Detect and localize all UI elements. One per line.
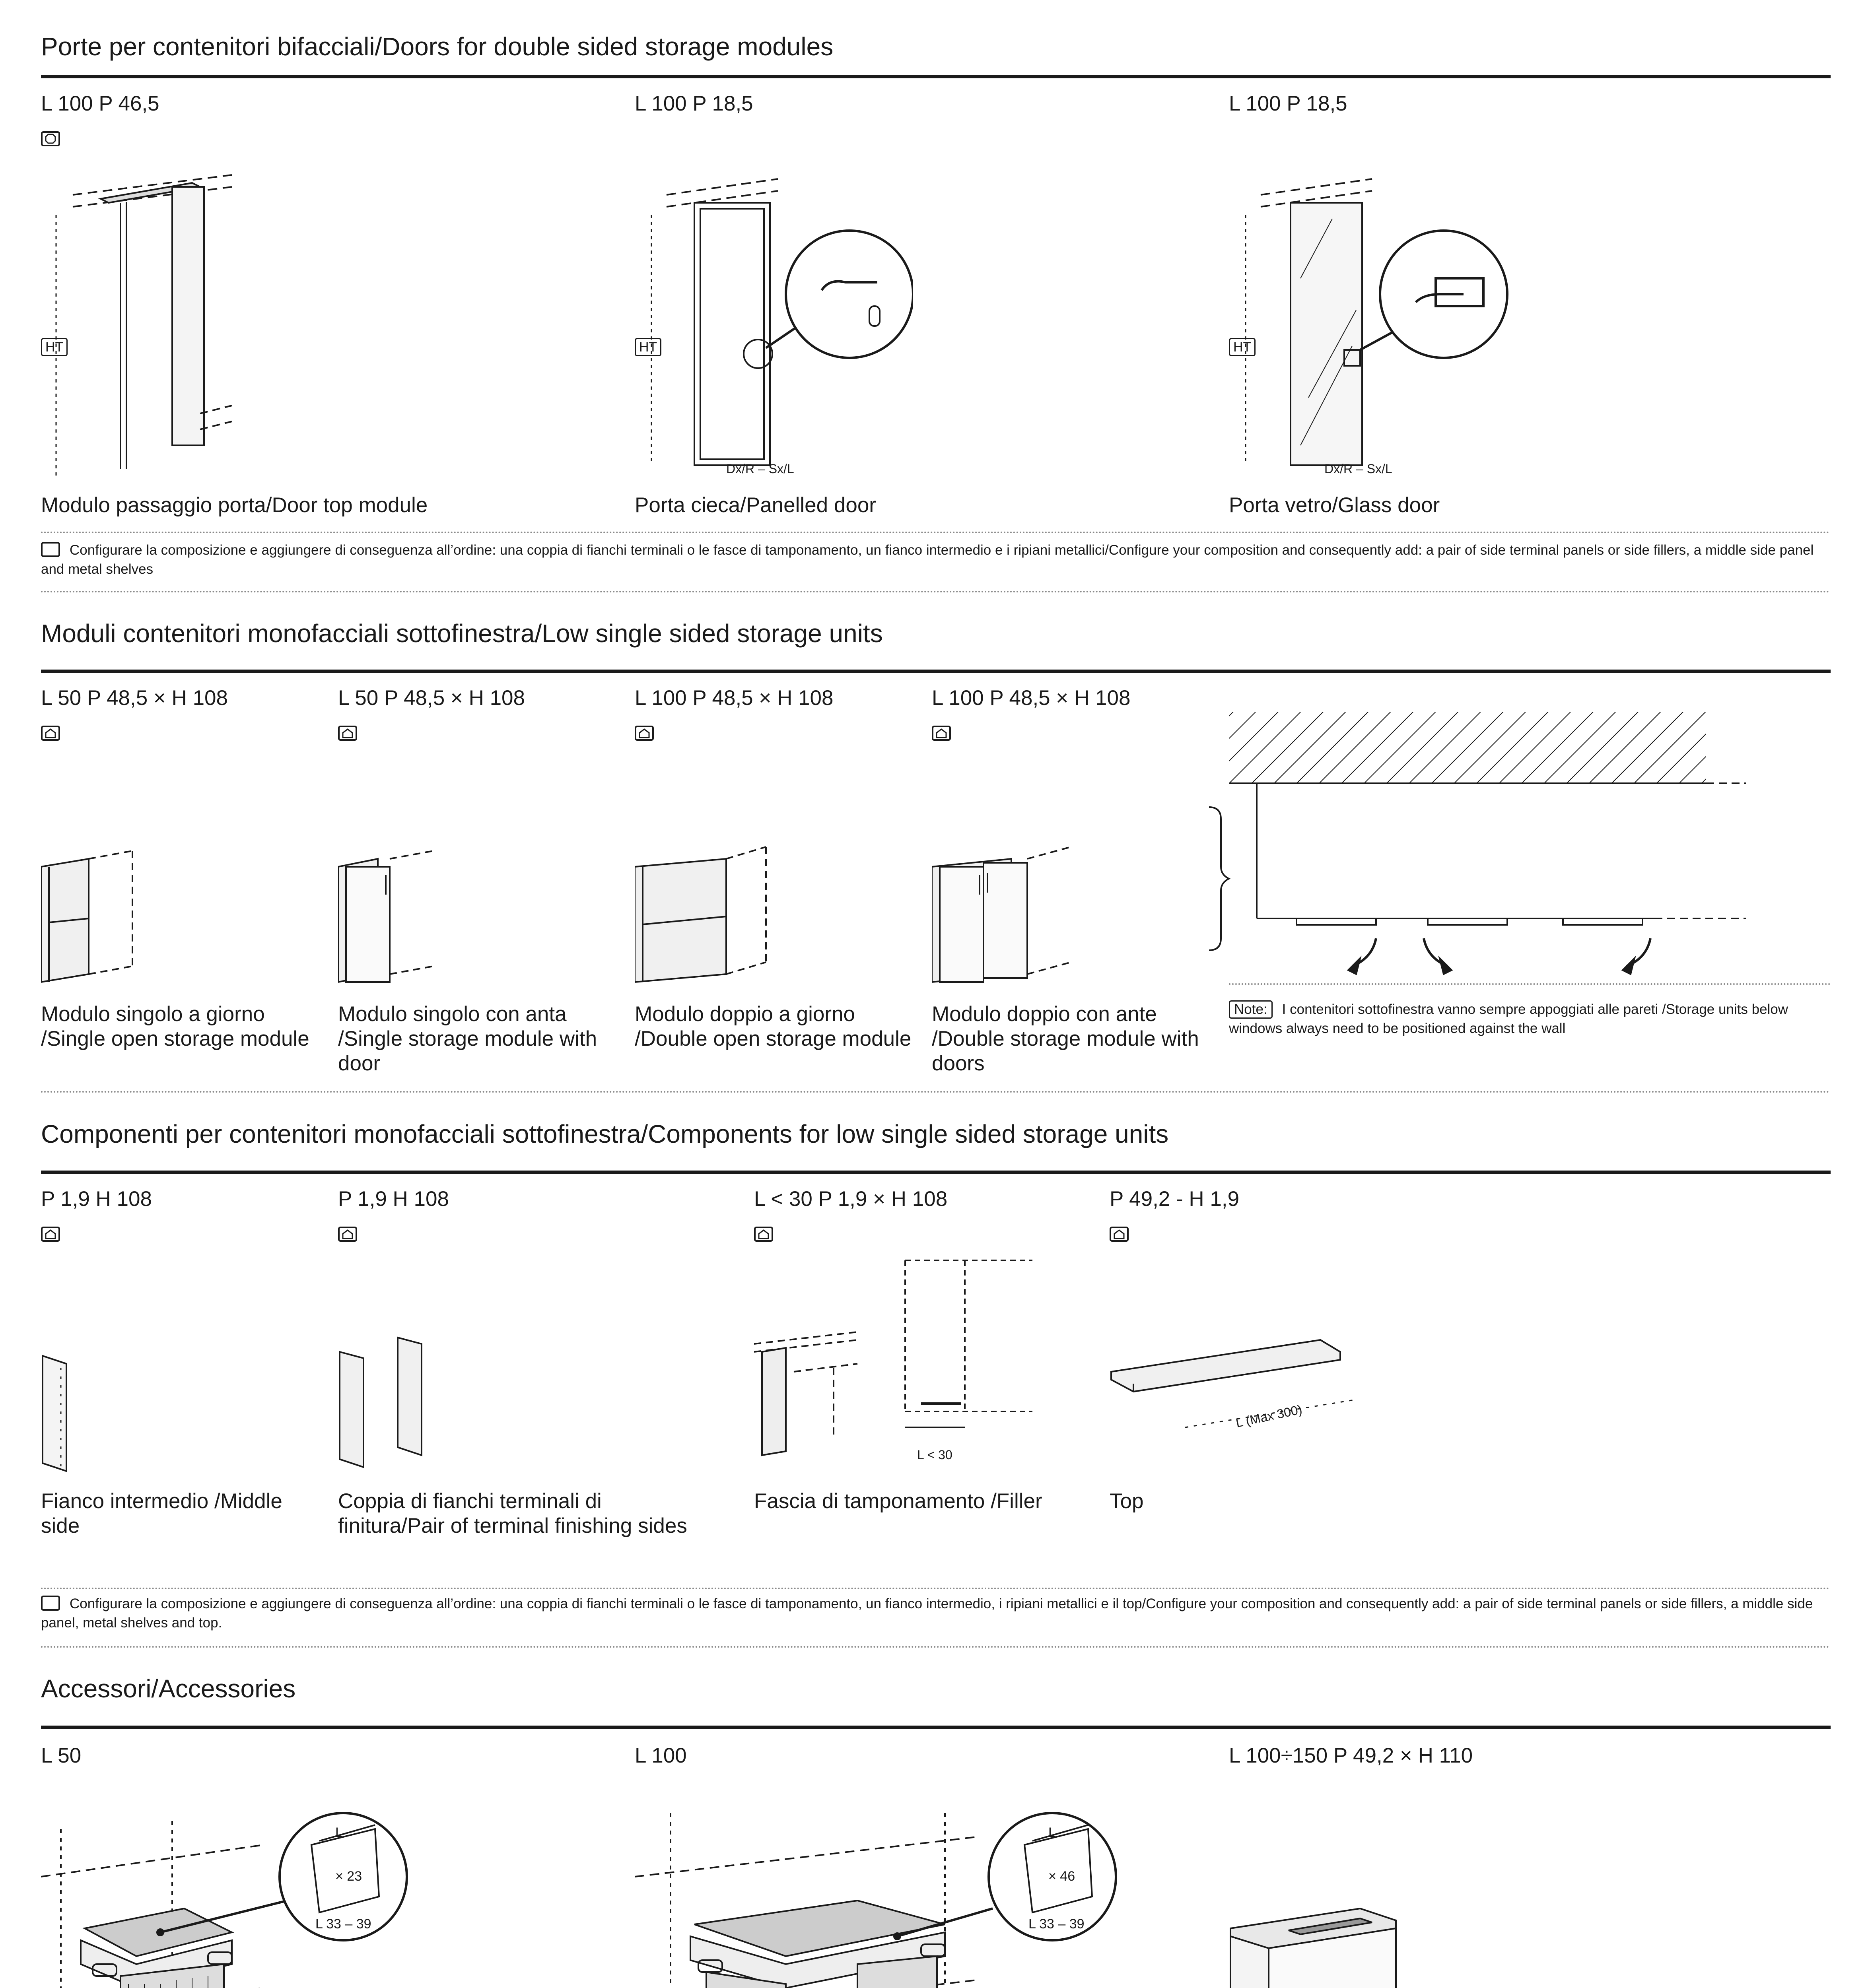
dimension-label: L 50 P 48,5 × H 108 (338, 686, 525, 710)
dimension-label: L 50 (41, 1744, 82, 1767)
double-open-module-illustration (635, 835, 778, 986)
item-caption: Modulo doppio a giorno /Double open storage module (635, 1002, 912, 1050)
dimension-label: L 100 P 18,5 (635, 92, 753, 115)
section-rule (41, 75, 1831, 78)
dotted-divider (41, 1091, 1831, 1093)
glass-door-illustration (1229, 159, 1531, 477)
dotted-divider (1229, 983, 1831, 985)
side-label: Dx/R – Sx/L (1324, 462, 1392, 476)
dimension-label: L 100 P 18,5 (1229, 92, 1347, 115)
dimension-label: P 1,9 H 108 (41, 1187, 152, 1211)
item-caption: Top (1110, 1489, 1144, 1513)
dimension-label: L 100÷150 P 49,2 × H 110 (1229, 1744, 1473, 1767)
detail-width-label: L (335, 1825, 343, 1840)
item-caption: Fianco intermedio /Middle side (41, 1489, 282, 1538)
detail-count-label: × 23 (335, 1869, 362, 1884)
section-title-accessories: Accessori/Accessories (41, 1674, 296, 1703)
terminal-sides-illustration (338, 1336, 433, 1471)
height-tag: HT (635, 338, 661, 356)
section-rule (41, 1171, 1831, 1174)
item-caption: Modulo doppio con ante /Double storage module with doors (932, 1002, 1199, 1075)
panelled-door-illustration (635, 159, 913, 477)
single-open-module-illustration (41, 843, 144, 986)
wall-placement-diagram (1177, 700, 1758, 978)
item-caption: Porta cieca/Panelled door (635, 493, 876, 517)
house-symbol-icon (338, 1227, 357, 1242)
section-rule (41, 1726, 1831, 1729)
house-symbol-icon (41, 1227, 60, 1242)
note-label: Note: (1229, 1000, 1273, 1019)
filler-illustration (754, 1252, 1040, 1475)
house-symbol-icon (338, 726, 357, 741)
octagon-symbol-icon (41, 542, 60, 557)
height-tag: HT (1229, 338, 1256, 356)
middle-side-illustration (41, 1352, 81, 1475)
section-title-doors: Porte per contenitori bifacciali/Doors for double sided storage modules (41, 32, 834, 61)
house-symbol-icon (754, 1227, 773, 1242)
dimension-label: L 50 P 48,5 × H 108 (41, 686, 228, 710)
dotted-divider (41, 591, 1831, 592)
door-top-module-illustration (41, 159, 264, 477)
octagon-symbol-icon (41, 131, 60, 146)
wall-note: Note: I contenitori sottofinestra vanno sempre appoggiati alle pareti /Storage units below windows always need to be positioned against the wall (1229, 1000, 1825, 1038)
item-caption: Porta vetro/Glass door (1229, 493, 1440, 517)
height-tag: HT (41, 338, 68, 356)
pull-out-frame-l50-illustration (41, 1797, 439, 1988)
section-title-components: Componenti per contenitori monofacciali sottofinestra/Components for low single sided storage units (41, 1120, 1169, 1148)
pull-out-frame-l100-illustration (635, 1797, 1152, 1988)
configuration-note: Configurare la composizione e aggiungere di conseguenza all’ordine: una coppia di fianchi terminali o le fasce di tamponamento, un fianco intermedio e i ripiani metallici/Configure your composition and consequently add: a pair of side terminal panels or side fillers, a middle side panel and metal shelves (41, 542, 1814, 577)
configuration-note: Configurare la composizione e aggiungere di conseguenza all’ordine: una coppia di fianchi terminali o le fasce di tamponamento, un fianco intermedio, i ripiani metallici e il top/Configure your composition and consequently add: a pair of side terminal panels or side fillers, a middle side panel, metal shelves and top. (41, 1596, 1813, 1631)
side-label: Dx/R – Sx/L (726, 462, 794, 476)
section-rule (41, 670, 1831, 673)
house-symbol-icon (41, 726, 60, 741)
filler-measure-label: L < 30 (917, 1448, 952, 1462)
dotted-divider (41, 1646, 1831, 1648)
detail-width-label: L (1048, 1825, 1056, 1840)
double-door-module-illustration (932, 835, 1083, 986)
dimension-label: L 100 P 48,5 × H 108 (635, 686, 834, 710)
house-symbol-icon (41, 1596, 60, 1611)
single-door-module-illustration (338, 843, 441, 986)
fan-coil-cover-illustration (1229, 1893, 1412, 1988)
house-symbol-icon (932, 726, 951, 741)
section-title-low-units: Moduli contenitori monofacciali sottofinestra/Low single sided storage units (41, 619, 883, 648)
house-symbol-icon (635, 726, 654, 741)
item-caption: Coppia di fianchi terminali di finitura/Pair of terminal finishing sides (338, 1489, 687, 1538)
dimension-label: L < 30 P 1,9 × H 108 (754, 1187, 948, 1211)
dimension-label: P 49,2 - H 1,9 (1110, 1187, 1240, 1211)
top-panel-illustration (1110, 1328, 1388, 1447)
item-caption: Fascia di tamponamento /Filler (754, 1489, 1042, 1513)
dimension-label: L 100 P 46,5 (41, 92, 159, 115)
dimension-label: L 100 P 48,5 × H 108 (932, 686, 1131, 710)
dimension-label: L 100 (635, 1744, 687, 1767)
detail-count-label: × 46 (1048, 1869, 1075, 1884)
item-caption: Modulo passaggio porta/Door top module (41, 493, 428, 517)
dotted-divider (41, 532, 1831, 533)
detail-range-label: L 33 – 39 (315, 1916, 371, 1932)
top-measure-label: L (Max 300) (1234, 1402, 1304, 1430)
dotted-divider (41, 1588, 1831, 1589)
house-symbol-icon (1110, 1227, 1129, 1242)
item-caption: Modulo singolo con anta /Single storage module with door (338, 1002, 597, 1075)
dimension-label: P 1,9 H 108 (338, 1187, 449, 1211)
detail-range-label: L 33 – 39 (1028, 1916, 1085, 1932)
item-caption: Modulo singolo a giorno /Single open storage module (41, 1002, 309, 1050)
